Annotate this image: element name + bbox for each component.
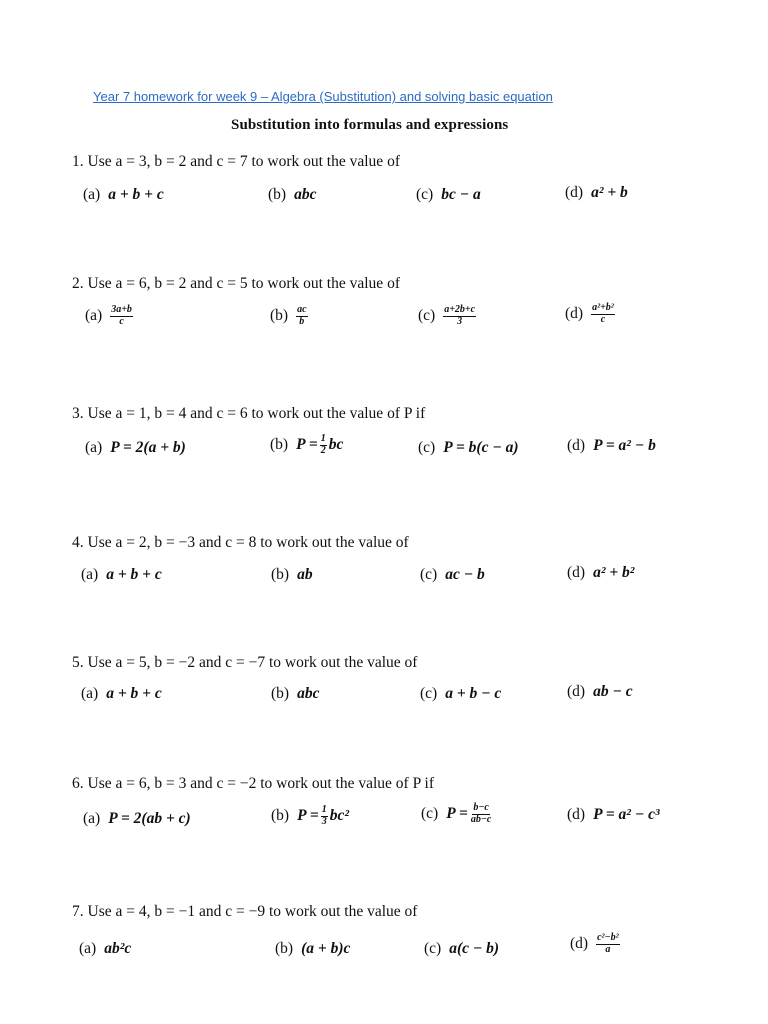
fraction-numerator: b−c: [473, 802, 489, 813]
question-4-part-c: [420, 566, 485, 584]
question-3-part-d: [567, 437, 656, 455]
question-6-prompt: 6. Use a = 6, b = 3 and c = −2 to work out the value of P if: [72, 775, 434, 792]
part-label: (a): [79, 940, 97, 957]
question-1-part-d: [565, 184, 628, 202]
part-label: (c): [424, 940, 442, 957]
part-label: (b): [270, 436, 289, 453]
part-label: (d): [567, 437, 586, 454]
part-label: (d): [570, 935, 589, 952]
fraction: [296, 305, 307, 327]
part-label: (a): [81, 566, 99, 583]
part-expression: P = a² − c³: [593, 806, 660, 823]
formula-rhs: bc: [328, 436, 344, 453]
fraction: [320, 434, 327, 456]
fraction-denominator: 3: [321, 815, 327, 827]
question-5-part-d: [567, 683, 633, 701]
question-6-part-a: [83, 810, 191, 828]
question-5-part-a: [81, 685, 162, 703]
page-title: Substitution into formulas and expressions: [231, 117, 509, 133]
part-label: (d): [565, 184, 584, 201]
formula-lhs: P =: [446, 805, 468, 822]
part-expression: abc: [297, 685, 320, 702]
question-2-prompt: 2. Use a = 6, b = 2 and c = 5 to work out the value of: [72, 275, 400, 292]
question-5-prompt: 5. Use a = 5, b = −2 and c = −7 to work out the value of: [72, 654, 418, 671]
part-label: (a): [81, 685, 99, 702]
fraction: [110, 305, 133, 327]
question-5-part-c: [420, 685, 501, 703]
part-label: (d): [567, 683, 586, 700]
question-4-part-d: [567, 564, 634, 582]
part-label: (c): [420, 566, 438, 583]
question-4-part-a: [81, 566, 162, 584]
formula-lhs: P =: [297, 807, 319, 824]
fraction-numerator: a+2b+c: [444, 304, 476, 315]
part-label: (b): [271, 807, 290, 824]
fraction-denominator: c: [600, 313, 606, 325]
part-expression: a + b + c: [106, 685, 162, 702]
homework-header-link[interactable]: Year 7 homework for week 9 – Algebra (Substitution) and solving basic equation: [93, 89, 553, 104]
question-2-part-a: [85, 305, 133, 327]
fraction-numerator: 1: [320, 433, 326, 444]
question-2-part-d: [565, 303, 615, 325]
fraction-denominator: ab−c: [470, 813, 492, 825]
part-expression: ab − c: [593, 683, 633, 700]
fraction: [591, 303, 615, 325]
part-expression: P = b(c − a): [443, 439, 519, 456]
question-6-part-b: [271, 805, 349, 827]
question-1-prompt: 1. Use a = 3, b = 2 and c = 7 to work out the value of: [72, 153, 400, 170]
part-label: (a): [83, 810, 101, 827]
part-expression: P = 2(ab + c): [108, 810, 191, 827]
fraction-numerator: a²+b²: [592, 302, 614, 313]
part-expression: ab²c: [104, 940, 132, 957]
part-expression: ab: [297, 566, 313, 583]
fraction-numerator: 1: [321, 804, 327, 815]
question-3-part-b: [270, 434, 343, 456]
question-7-part-c: [424, 940, 499, 958]
part-label: (a): [85, 439, 103, 456]
part-expression: a + b − c: [445, 685, 502, 702]
fraction-denominator: c: [119, 315, 124, 327]
part-label: (c): [418, 307, 436, 324]
part-label: (c): [416, 186, 434, 203]
fraction-numerator: ac: [297, 304, 307, 315]
question-4-prompt: 4. Use a = 2, b = −3 and c = 8 to work out the value of: [72, 534, 409, 551]
part-expression: a(c − b): [449, 940, 500, 957]
formula-lhs: P =: [296, 436, 318, 453]
question-1-part-a: [83, 186, 164, 204]
question-3-part-a: [85, 439, 186, 457]
question-4-part-b: [271, 566, 313, 584]
question-1-part-b: [268, 186, 316, 204]
formula-rhs: bc²: [329, 807, 349, 824]
fraction-denominator: b: [299, 315, 305, 327]
question-6-part-c: [421, 803, 494, 825]
part-expression: bc − a: [441, 186, 481, 203]
part-expression: abc: [294, 186, 317, 203]
part-expression: a² + b: [591, 184, 628, 201]
part-label: (a): [83, 186, 101, 203]
part-label: (b): [271, 566, 290, 583]
fraction-denominator: 2: [320, 444, 326, 456]
question-3-prompt: 3. Use a = 1, b = 4 and c = 6 to work out the value of P if: [72, 405, 426, 422]
part-label: (c): [421, 805, 439, 822]
question-5-part-b: [271, 685, 319, 703]
fraction-denominator: a: [605, 943, 611, 955]
part-label: (a): [85, 307, 103, 324]
part-label: (b): [270, 307, 289, 324]
part-expression: P = 2(a + b): [110, 439, 186, 456]
question-7-part-b: [275, 940, 350, 958]
part-expression: P = a² − b: [593, 437, 656, 454]
fraction: [321, 805, 328, 827]
part-expression: a + b + c: [108, 186, 164, 203]
part-label: (d): [567, 564, 586, 581]
part-label: (d): [565, 305, 584, 322]
question-3-part-c: [418, 439, 519, 457]
part-expression: ac − b: [445, 566, 485, 583]
part-label: (d): [567, 806, 586, 823]
part-label: (b): [275, 940, 294, 957]
fraction-numerator: c²−b²: [597, 932, 619, 943]
part-label: (b): [271, 685, 290, 702]
fraction: [443, 305, 476, 327]
part-label: (c): [418, 439, 436, 456]
fraction: [470, 803, 493, 825]
fraction-numerator: 3a+b: [111, 304, 132, 315]
fraction: [596, 933, 620, 955]
question-2-part-c: [418, 305, 476, 327]
part-expression: (a + b)c: [301, 940, 351, 957]
part-expression: a + b + c: [106, 566, 162, 583]
question-7-part-a: [79, 940, 131, 958]
question-1-part-c: [416, 186, 481, 204]
question-2-part-b: [270, 305, 308, 327]
part-label: (b): [268, 186, 287, 203]
question-6-part-d: [567, 806, 660, 824]
question-7-prompt: 7. Use a = 4, b = −1 and c = −9 to work out the value of: [72, 903, 418, 920]
part-label: (c): [420, 685, 438, 702]
fraction-denominator: 3: [457, 315, 463, 327]
part-expression: a² + b²: [593, 564, 635, 581]
question-7-part-d: [570, 933, 620, 955]
